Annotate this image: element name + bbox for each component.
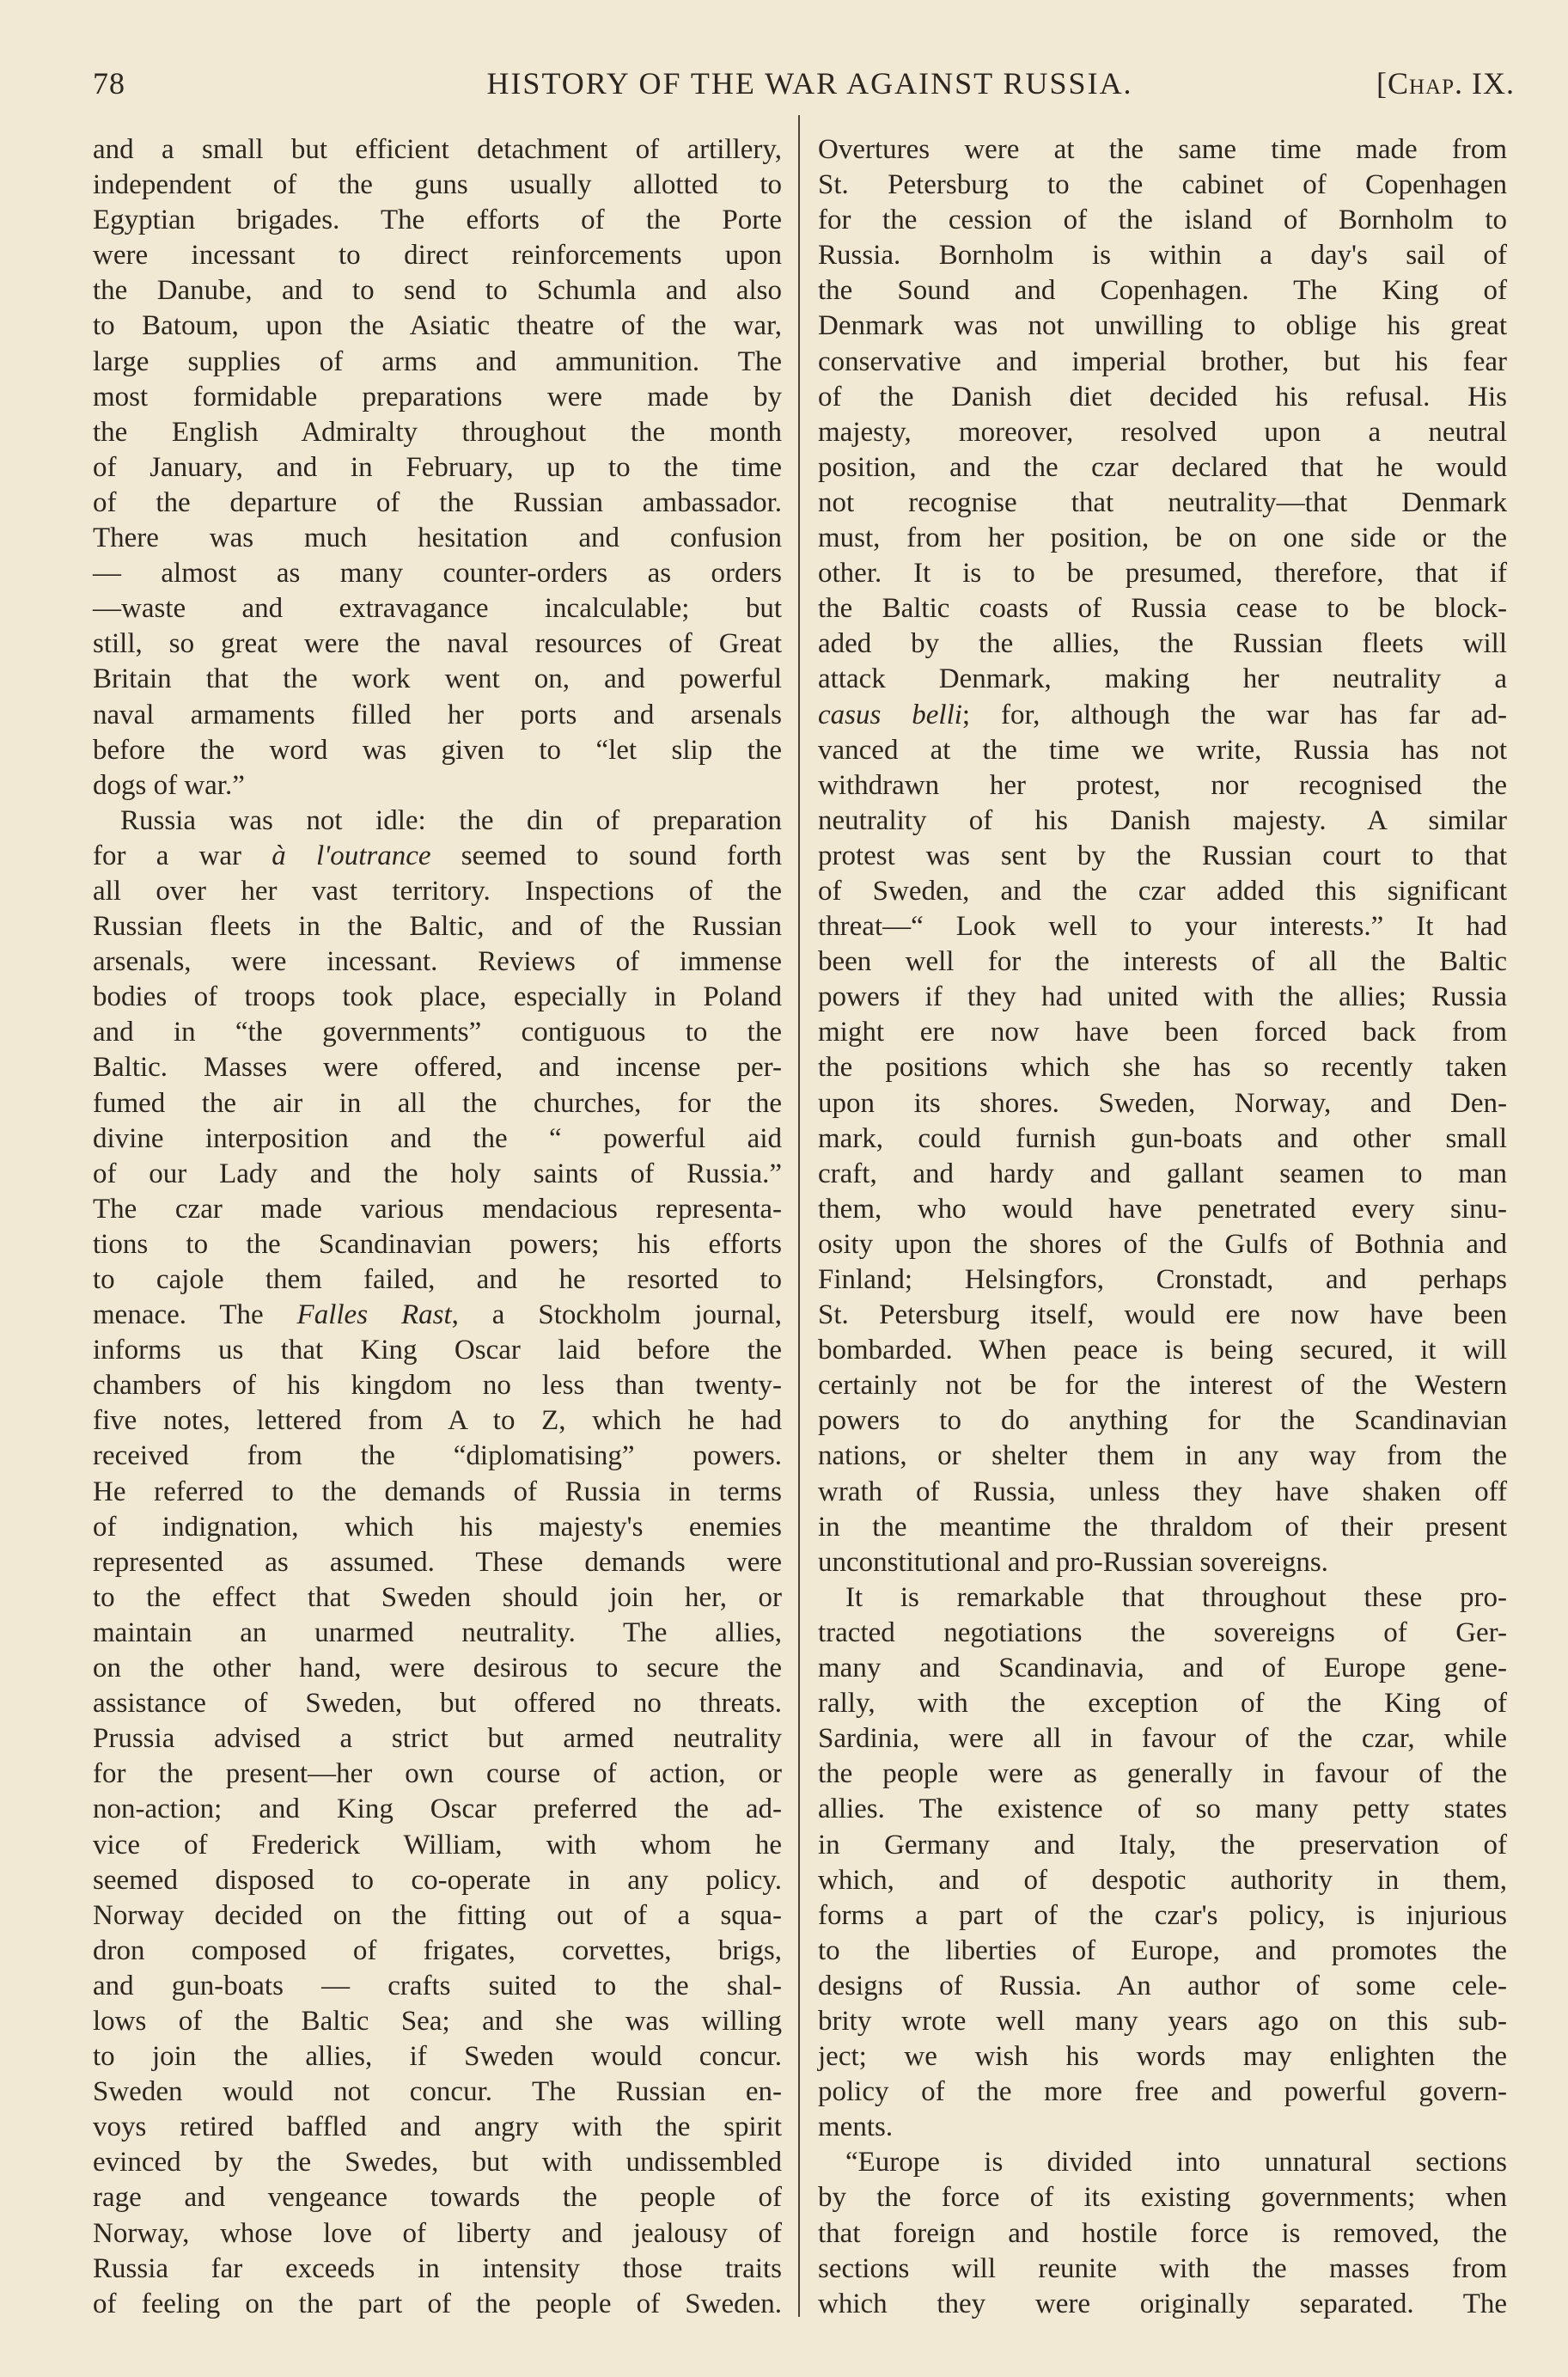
text-line <box>818 273 1507 309</box>
text-run: of the Danish diet decided his refusal. His <box>818 381 1507 412</box>
text-line <box>93 486 782 521</box>
text-line <box>818 1015 1507 1050</box>
text-line <box>818 839 1507 874</box>
text-run: to join the allies, if Sweden would concur. <box>93 2041 782 2073</box>
italic-text-run: à l'outrance <box>272 840 431 871</box>
text-line <box>93 1510 782 1545</box>
text-line <box>93 203 782 238</box>
text-run: divine interposition and the “ powerful aid <box>93 1122 782 1154</box>
text-line <box>93 2287 782 2322</box>
text-line <box>93 944 782 980</box>
text-run: represented as assumed. These demands were <box>93 1546 782 1578</box>
text-line <box>93 345 782 380</box>
text-run: chambers of his kingdom no less than twenty- <box>93 1370 782 1402</box>
text-line <box>93 1580 782 1616</box>
text-line <box>93 1863 782 1898</box>
text-run: for the present—her own course of action, or <box>93 1758 782 1790</box>
text-run: ments. <box>818 2111 894 2143</box>
text-run: received from the “diplomatising” powers. <box>93 1440 782 1472</box>
text-run: majesty, moreover, resolved upon a neutral <box>818 416 1507 448</box>
text-run: were incessant to direct reinforcements upon <box>93 240 782 272</box>
text-run: before the word was given to “let slip the <box>93 734 782 766</box>
text-run: to cajole them failed, and he resorted to <box>93 1264 782 1295</box>
text-run: Norway, whose love of liberty and jealousy of <box>93 2217 782 2249</box>
text-line <box>93 132 782 168</box>
text-line <box>93 2110 782 2145</box>
text-run: bombarded. When peace is being secured, it will <box>818 1335 1507 1366</box>
text-line <box>818 804 1507 839</box>
text-line <box>93 1192 782 1227</box>
text-line <box>93 1157 782 1192</box>
text-line <box>818 591 1507 626</box>
text-line <box>93 2180 782 2215</box>
text-line <box>93 2252 782 2287</box>
text-run: sections will reunite with the masses from <box>818 2252 1507 2284</box>
text-run: Russian fleets in the Baltic, and of the Russian <box>93 911 782 943</box>
page-number: 78 <box>93 66 125 101</box>
text-run: non-action; and King Oscar preferred the ad- <box>93 1793 782 1825</box>
text-run: powers to do anything for the Scandinavian <box>818 1405 1507 1437</box>
text-run: Sweden would not concur. The Russian en- <box>93 2076 782 2108</box>
text-run: St. Petersburg to the cabinet of Copenhagen <box>818 169 1507 201</box>
text-run: Prussia advised a strict but armed neutrality <box>93 1723 782 1755</box>
text-line <box>818 168 1507 203</box>
text-line <box>818 1828 1507 1863</box>
text-line <box>818 556 1507 591</box>
text-line <box>93 804 782 839</box>
text-line <box>93 1262 782 1298</box>
text-line <box>93 2075 782 2110</box>
text-run: protest was sent by the Russian court to that <box>818 840 1507 871</box>
text-line <box>93 874 782 909</box>
text-line <box>93 1015 782 1050</box>
text-line <box>818 1475 1507 1510</box>
text-line <box>93 168 782 203</box>
text-line <box>93 1616 782 1651</box>
text-line <box>818 1969 1507 2004</box>
text-run: of the departure of the Russian ambassador. <box>93 486 782 518</box>
text-run: evinced by the Swedes, but with undissembled <box>93 2147 782 2178</box>
text-run: , a Stockholm journal, <box>451 1299 782 1331</box>
text-line <box>818 1934 1507 1969</box>
text-run: craft, and hardy and gallant seamen to man <box>818 1158 1507 1189</box>
text-line <box>93 2216 782 2252</box>
text-run: independent of the guns usually allotted to <box>93 169 782 201</box>
text-line <box>818 1086 1507 1121</box>
text-run: must, from her position, be on one side or the <box>818 522 1507 554</box>
text-line <box>93 662 782 697</box>
text-line <box>93 521 782 556</box>
text-line <box>818 2004 1507 2039</box>
text-line <box>818 1368 1507 1403</box>
text-run: withdrawn her protest, nor recognised the <box>818 769 1507 801</box>
text-line <box>93 1403 782 1439</box>
text-line <box>818 1863 1507 1898</box>
text-run: forms a part of the czar's policy, is injurious <box>818 1899 1507 1931</box>
text-line <box>818 1545 1507 1580</box>
text-run: St. Petersburg itself, would ere now have been <box>818 1299 1507 1331</box>
text-run: tions to the Scandinavian powers; his efforts <box>93 1228 782 1260</box>
text-run: Britain that the work went on, and powerful <box>93 663 782 695</box>
text-run: voys retired baffled and angry with the spirit <box>93 2111 782 2143</box>
text-run: threat—“ Look well to your interests.” It had <box>818 911 1507 943</box>
text-run: Russia was not idle: the din of preparation <box>120 804 782 836</box>
text-run: allies. The existence of so many petty states <box>818 1793 1507 1825</box>
text-line <box>818 2180 1507 2215</box>
text-run: not recognise that neutrality—that Denmark <box>818 486 1507 518</box>
text-run: of Sweden, and the czar added this significant <box>818 875 1507 907</box>
text-run: been well for the interests of all the Baltic <box>818 946 1507 978</box>
text-line <box>93 273 782 309</box>
text-line <box>818 1686 1507 1721</box>
text-run: to Batoum, upon the Asiatic theatre of the war, <box>93 310 782 342</box>
text-run: on the other hand, were desirous to secure the <box>93 1653 782 1684</box>
text-line <box>818 1157 1507 1192</box>
text-line <box>818 415 1507 450</box>
text-run: “Europe is divided into unnatural sections <box>845 2147 1507 2178</box>
text-run: of feeling on the part of the people of Sweden. <box>93 2288 782 2319</box>
text-line <box>93 1475 782 1510</box>
text-line <box>93 1969 782 2004</box>
text-line <box>818 1298 1507 1333</box>
text-line <box>818 909 1507 944</box>
text-line <box>818 380 1507 415</box>
italic-text-run: casus belli <box>818 699 962 730</box>
text-line <box>818 203 1507 238</box>
text-run: Sardinia, were all in favour of the czar, while <box>818 1723 1507 1755</box>
text-line <box>93 1121 782 1157</box>
text-run: the positions which she has so recently taken <box>818 1052 1507 1084</box>
text-run: rage and vengeance towards the people of <box>93 2182 782 2214</box>
text-line <box>818 2039 1507 2075</box>
text-line <box>93 415 782 450</box>
text-line <box>818 2145 1507 2180</box>
text-run: ject; we wish his words may enlighten the <box>818 2041 1507 2073</box>
text-line <box>818 626 1507 662</box>
text-run: fumed the air in all the churches, for the <box>93 1087 782 1119</box>
text-run: assistance of Sweden, but offered no threats. <box>93 1688 782 1720</box>
text-run: which, and of despotic authority in them, <box>818 1864 1507 1896</box>
text-line <box>818 450 1507 486</box>
text-line <box>93 1757 782 1792</box>
text-run: conservative and imperial brother, but his fear <box>818 345 1507 377</box>
text-line <box>818 486 1507 521</box>
text-run: certainly not be for the interest of the Western <box>818 1370 1507 1402</box>
text-run: them, who would have penetrated every sinu- <box>818 1193 1507 1225</box>
text-line <box>818 2287 1507 2322</box>
text-line <box>818 521 1507 556</box>
column-divider <box>798 115 800 2317</box>
text-line <box>93 980 782 1015</box>
text-run: Egyptian brigades. The efforts of the Porte <box>93 205 782 236</box>
text-run: vice of Frederick William, with whom he <box>93 1829 782 1861</box>
text-run: upon its shores. Sweden, Norway, and Den- <box>818 1087 1507 1119</box>
text-run: still, so great were the naval resources of Great <box>93 628 782 660</box>
italic-text-run: Falles Rast <box>296 1299 452 1331</box>
text-run: position, and the czar declared that he would <box>818 451 1507 483</box>
text-line <box>818 768 1507 804</box>
text-line <box>818 980 1507 1015</box>
text-run: The czar made various mendacious representa- <box>93 1193 782 1225</box>
text-line <box>93 1651 782 1686</box>
text-run: to the liberties of Europe, and promotes the <box>818 1934 1507 1966</box>
text-line <box>93 698 782 733</box>
text-run: Overtures were at the same time made from <box>818 134 1507 165</box>
text-run: of our Lady and the holy saints of Russia.” <box>93 1158 782 1189</box>
text-line <box>93 1227 782 1262</box>
text-line <box>93 1333 782 1368</box>
text-line <box>93 1086 782 1121</box>
running-header <box>0 65 1568 108</box>
text-run: lows of the Baltic Sea; and she was willing <box>93 2005 782 2037</box>
text-run: unconstitutional and pro-Russian sovereigns. <box>818 1546 1328 1578</box>
chapter-label: [Chap. IX. <box>1376 66 1515 101</box>
text-run: in the meantime the thraldom of their present <box>818 1511 1507 1543</box>
text-run: and in “the governments” contiguous to the <box>93 1017 782 1048</box>
text-run: neutrality of his Danish majesty. A similar <box>818 804 1507 836</box>
text-run: ; for, although the war has far ad- <box>961 699 1508 730</box>
text-run: powers if they had united with the allies; Russia <box>818 981 1507 1013</box>
text-run: for a war <box>93 840 272 871</box>
right-column <box>818 132 1507 2322</box>
text-run: might ere now have been forced back from <box>818 1017 1507 1048</box>
text-line <box>93 1686 782 1721</box>
text-line <box>818 238 1507 273</box>
text-run: the Baltic coasts of Russia cease to be block- <box>818 593 1507 625</box>
text-run: It is remarkable that throughout these pro- <box>845 1581 1507 1613</box>
text-run: seemed disposed to co-operate in any policy. <box>93 1864 782 1896</box>
text-line <box>93 768 782 804</box>
text-line <box>818 132 1507 168</box>
text-line <box>93 1298 782 1333</box>
text-line <box>818 1333 1507 1368</box>
text-line <box>93 1545 782 1580</box>
text-run: of January, and in February, up to the time <box>93 451 782 483</box>
text-run: other. It is to be presumed, therefore, that if <box>818 558 1507 590</box>
text-line <box>93 1792 782 1827</box>
text-run: osity upon the shores of the Gulfs of Bothnia and <box>818 1228 1507 1260</box>
text-line <box>818 1757 1507 1792</box>
running-title: HISTORY OF THE WAR AGAINST RUSSIA. <box>486 66 1133 101</box>
text-run: Russia far exceeds in intensity those traits <box>93 2252 782 2284</box>
text-line <box>93 2039 782 2075</box>
text-run: informs us that King Oscar laid before the <box>93 1335 782 1366</box>
text-line <box>818 733 1507 768</box>
text-line <box>93 1898 782 1934</box>
text-line <box>93 1368 782 1403</box>
text-run: large supplies of arms and ammunition. The <box>93 345 782 377</box>
text-run: bodies of troops took place, especially in Poland <box>93 981 782 1013</box>
text-line <box>818 2110 1507 2145</box>
text-run: and gun-boats — crafts suited to the shal- <box>93 1970 782 2001</box>
text-line <box>818 1050 1507 1085</box>
text-line <box>93 556 782 591</box>
text-run: five notes, lettered from A to Z, which he had <box>93 1405 782 1437</box>
text-line <box>93 1439 782 1474</box>
text-line <box>818 1510 1507 1545</box>
text-line <box>818 1192 1507 1227</box>
text-run: arsenals, were incessant. Reviews of immense <box>93 946 782 978</box>
text-line <box>93 1828 782 1863</box>
text-run: nations, or shelter them in any way from the <box>818 1440 1507 1472</box>
text-line <box>818 1721 1507 1757</box>
text-run: the English Admiralty throughout the month <box>93 416 782 448</box>
text-line <box>818 345 1507 380</box>
text-line <box>818 1227 1507 1262</box>
text-run: rally, with the exception of the King of <box>818 1688 1507 1720</box>
text-line <box>93 309 782 344</box>
text-line <box>818 1898 1507 1934</box>
text-line <box>818 874 1507 909</box>
text-line <box>818 698 1507 733</box>
text-run: vanced at the time we write, Russia has not <box>818 734 1507 766</box>
text-line <box>93 2004 782 2039</box>
text-line <box>818 662 1507 697</box>
text-run: —waste and extravagance incalculable; but <box>93 593 782 625</box>
text-run: brity wrote well many years ago on this sub- <box>818 2005 1507 2037</box>
text-run: maintain an unarmed neutrality. The allies, <box>93 1616 782 1648</box>
text-line <box>93 591 782 626</box>
text-run: the Danube, and to send to Schumla and also <box>93 275 782 307</box>
text-run: dogs of war.” <box>93 769 245 801</box>
text-run: Baltic. Masses were offered, and incense per- <box>93 1052 782 1084</box>
text-run: There was much hesitation and confusion <box>93 522 782 554</box>
text-run: policy of the more free and powerful govern- <box>818 2076 1507 2108</box>
left-column <box>93 132 782 2322</box>
text-run: mark, could furnish gun-boats and other small <box>818 1122 1507 1154</box>
text-run: most formidable preparations were made by <box>93 381 782 412</box>
text-run: Finland; Helsingfors, Cronstadt, and perhaps <box>818 1264 1507 1295</box>
text-run: by the force of its existing governments; when <box>818 2182 1507 2214</box>
text-line <box>93 733 782 768</box>
text-run: Russia. Bornholm is within a day's sail of <box>818 240 1507 272</box>
text-run: the Sound and Copenhagen. The King of <box>818 275 1507 307</box>
text-line <box>818 2216 1507 2252</box>
text-run: Norway decided on the fitting out of a squa- <box>93 1899 782 1931</box>
text-run: that foreign and hostile force is removed, the <box>818 2217 1507 2249</box>
text-run: all over her vast territory. Inspections of the <box>93 875 782 907</box>
text-run: aded by the allies, the Russian fleets will <box>818 628 1507 660</box>
text-run: He referred to the demands of Russia in terms <box>93 1476 782 1507</box>
text-line <box>818 1616 1507 1651</box>
text-line <box>818 1792 1507 1827</box>
text-run: wrath of Russia, unless they have shaken off <box>818 1476 1507 1507</box>
text-run: — almost as many counter-orders as orders <box>93 558 782 590</box>
text-line <box>93 2145 782 2180</box>
text-line <box>818 2252 1507 2287</box>
text-run: of indignation, which his majesty's enemies <box>93 1511 782 1543</box>
text-line <box>93 380 782 415</box>
text-line <box>818 1403 1507 1439</box>
text-run: to the effect that Sweden should join her, or <box>93 1581 782 1613</box>
text-run: seemed to sound forth <box>430 840 783 871</box>
text-run: and a small but efficient detachment of artillery, <box>93 134 782 165</box>
text-run: for the cession of the island of Bornholm to <box>818 205 1507 236</box>
text-run: designs of Russia. An author of some cele- <box>818 1970 1507 2001</box>
text-line <box>818 1580 1507 1616</box>
text-line <box>818 309 1507 344</box>
text-line <box>93 1050 782 1085</box>
text-run: naval armaments filled her ports and arsenals <box>93 699 782 730</box>
text-run: in Germany and Italy, the preservation of <box>818 1829 1507 1861</box>
text-line <box>818 1651 1507 1686</box>
text-line <box>93 909 782 944</box>
text-line <box>93 1934 782 1969</box>
text-line <box>818 1262 1507 1298</box>
text-line <box>818 1439 1507 1474</box>
text-run: which they were originally separated. The <box>818 2288 1507 2319</box>
text-line <box>93 238 782 273</box>
text-run: attack Denmark, making her neutrality a <box>818 663 1507 695</box>
text-line <box>93 450 782 486</box>
text-line <box>818 944 1507 980</box>
text-run: many and Scandinavia, and of Europe gene- <box>818 1653 1507 1684</box>
text-line <box>93 1721 782 1757</box>
text-line <box>818 2075 1507 2110</box>
text-line <box>93 626 782 662</box>
text-run: Denmark was not unwilling to oblige his great <box>818 310 1507 342</box>
text-line <box>818 1121 1507 1157</box>
text-run: dron composed of frigates, corvettes, brigs, <box>93 1934 782 1966</box>
text-run: menace. The <box>93 1299 297 1331</box>
text-run: the people were as generally in favour of the <box>818 1758 1507 1790</box>
text-line <box>93 839 782 874</box>
text-run: tracted negotiations the sovereigns of Ger- <box>818 1616 1507 1648</box>
